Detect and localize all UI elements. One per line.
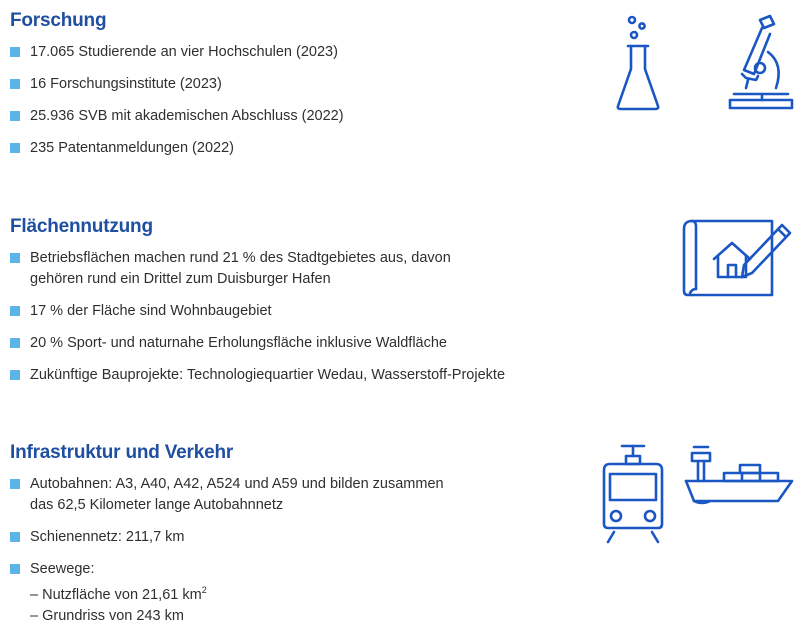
list-item: Seewege: – Nutzfläche von 21,61 $km^2$ – Grundriss von 243 km [10, 559, 444, 627]
flask-icon [612, 14, 664, 114]
list-item: Betriebsflächen machen rund 21 % des Stadtgebietes aus, davon gehören rund ein Drittel zum Duisburger Hafen [10, 248, 505, 290]
list-item: 16 Forschungsinstitute (2023) [10, 74, 344, 95]
bullet-square [10, 532, 20, 542]
cargo-ship-icon [684, 443, 796, 519]
infrastruktur-title: Infrastruktur und Verkehr [10, 442, 234, 463]
forschung-list [10, 42, 344, 159]
bullet-square [10, 306, 20, 316]
section-flaechennutzung [10, 216, 505, 397]
section-infrastruktur [10, 442, 444, 638]
flaechennutzung-list [10, 248, 505, 386]
list-item: 235 Patentanmeldungen (2022) [10, 138, 344, 159]
section-forschung [10, 10, 344, 170]
bullet-square [10, 338, 20, 348]
list-item: Schienennetz: 211,7 km [10, 527, 444, 548]
list-item: 25.936 SVB mit akademischen Abschluss (2022) [10, 106, 344, 127]
bullet-square [10, 564, 20, 574]
list-item: 17.065 Studierende an vier Hochschulen (2023) [10, 42, 344, 63]
microscope-icon [722, 14, 794, 114]
list-item: 17 % der Fläche sind Wohnbaugebiet [10, 301, 505, 322]
bullet-square [10, 79, 20, 89]
bullet-square [10, 111, 20, 121]
list-item: Autobahnen: A3, A40, A42, A524 und A59 und bilden zusammen das 62,5 Kilometer lange Autobahnnetz [10, 474, 444, 516]
bullet-square [10, 47, 20, 57]
flaechennutzung-title: Flächennutzung [10, 216, 153, 237]
bullet-square [10, 143, 20, 153]
forschung-title: Forschung [10, 10, 107, 31]
list-item: 20 % Sport- und naturnahe Erholungsfläche inklusive Waldfläche [10, 333, 505, 354]
blueprint-house-icon [682, 215, 794, 301]
bullet-square [10, 370, 20, 380]
list-item: Zukünftige Bauprojekte: Technologiequartier Wedau, Wasserstoff-Projekte [10, 365, 505, 386]
seewege-nutzflaeche: – Nutzfläche von 21,61 $km^2$ [30, 585, 207, 603]
bullet-square [10, 479, 20, 489]
infrastruktur-list [10, 474, 444, 627]
bullet-square [10, 253, 20, 263]
train-icon [600, 442, 666, 546]
